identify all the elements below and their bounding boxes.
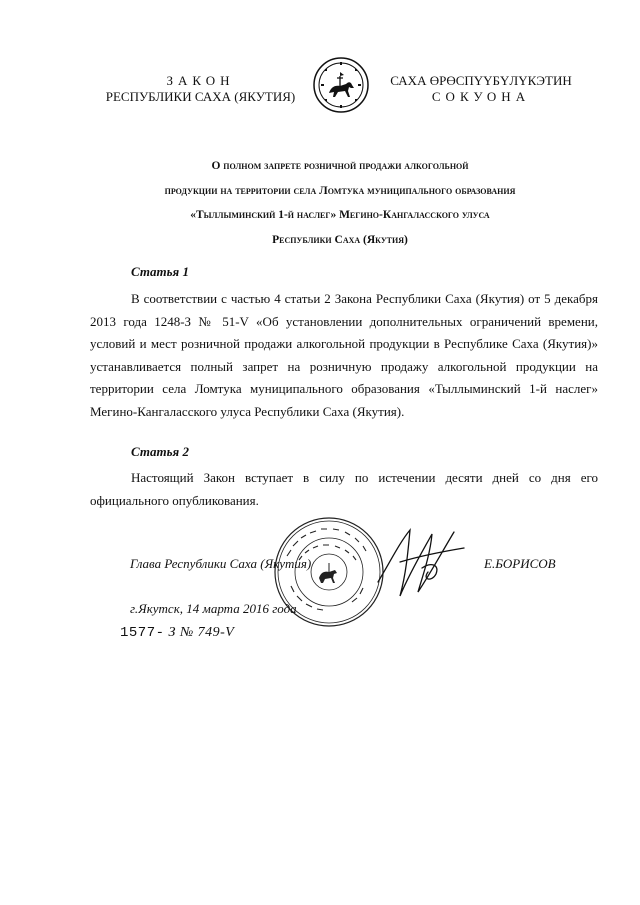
header-right-line2: СОКУОНА <box>431 89 531 104</box>
signatory-name: Е.БОРИСОВ <box>484 556 556 571</box>
header-left-line2: РЕСПУБЛИКИ САХА (ЯКУТИЯ) <box>105 89 296 104</box>
title-line3: «Тыллыминский 1-й наслег» Мегино-Кангаласского улуса <box>190 209 490 221</box>
registration-number-suffix: З № 749-V <box>168 625 235 640</box>
article1-heading: Статья 1 <box>131 264 189 279</box>
place-and-date: г.Якутск, 14 марта 2016 года <box>130 601 297 616</box>
title-line2: продукции на территории села Ломтука муниципального образования <box>164 184 516 197</box>
republic-emblem-icon <box>313 57 369 113</box>
registration-number <box>120 625 234 641</box>
title-line4: Республики Саха (Якутия) <box>272 233 408 246</box>
header-left-line1: ЗАКОН <box>166 73 235 88</box>
article2-heading: Статья 2 <box>131 444 189 459</box>
article2-text: Настоящий Закон вступает в силу по истечении десяти дней со дня его официального опубликования. <box>90 470 598 508</box>
registration-number-prefix: 1577- <box>120 625 165 641</box>
document-title <box>60 154 620 252</box>
title-line1: О полном запрете розничной продажи алкогольной <box>211 160 469 172</box>
handwritten-signature-icon <box>370 522 468 602</box>
header-left <box>88 73 313 105</box>
article1-text: В соответствии с частью 4 статьи 2 Закона Республики Саха (Якутия) от 5 декабря 2013 года 1248-З № 51-V «Об установлении дополнительных ограничений времени, условий и мест розничной продажи алкогольной продукции в Республике Саха (Якутия)» устанавливается полный запрет на розничную продажу алкогольной продукции на территории села Ломтука муниципального образования «Тыллыминский 1-й наслег» Мегино-Кангаласского улуса Республики Саха (Якутия). <box>90 291 598 419</box>
header-right <box>365 73 597 105</box>
header-right-line1: САХА ӨРӨСПҮҮБҮЛҮКЭТИН <box>390 73 572 88</box>
signatory-title: Глава Республики Саха (Якутия) <box>130 556 312 571</box>
